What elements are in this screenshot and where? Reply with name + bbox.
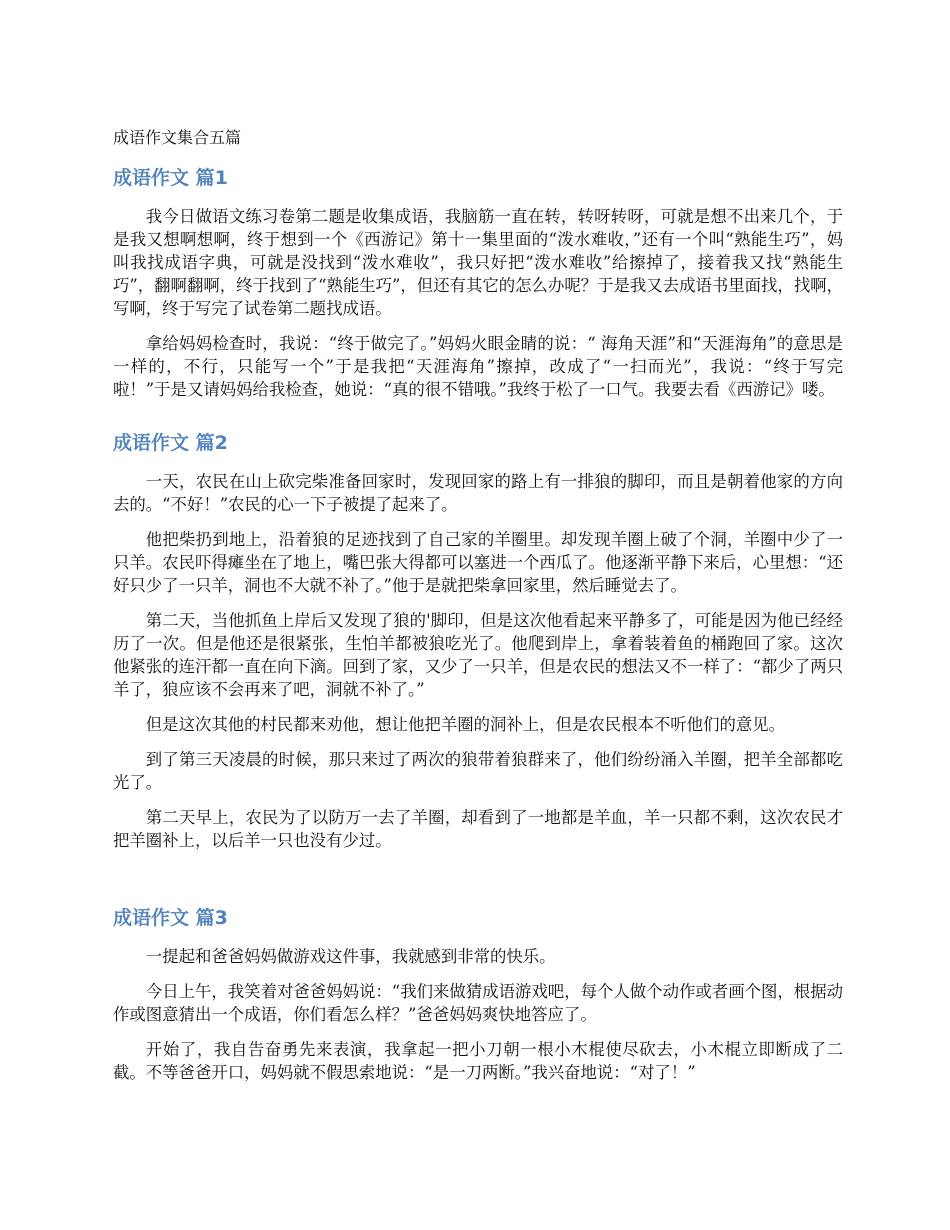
paragraph: 我今日做语文练习卷第二题是收集成语，我脑筋一直在转，转呀转呀，可就是想不出来几个，于是我又想啊想啊，终于想到一个《西游记》第十一集里面的“泼水难收，”还有一个叫“熟能生巧”，妈叫我找成语字典，可就是没找到“泼水难收”，我只好把“泼水难收”给擦掉了，接着我又找“熟能生巧”，翻啊翻啊，终于找到了“熟能生巧”，但还有其它的怎么办呢？于是我又去成语书里面找，找啊，写啊，终于写完了试卷第二题找成语。 xyxy=(113,207,843,318)
essay-section-1 xyxy=(113,165,843,401)
paragraph: 他把柴扔到地上，沿着狼的足迹找到了自己家的羊圈里。却发现羊圈上破了个洞，羊圈中少了一只羊。农民吓得瘫坐在了地上，嘴巴张大得都可以塞进一个西瓜了。他逐渐平静下来后，心里想：“还好只少了一只羊，洞也不大就不补了。”他于是就把柴拿回家里，然后睡觉去了。 xyxy=(113,530,843,595)
paragraph: 第二天，当他抓鱼上岸后又发现了狼的'脚印，但是这次他看起来平静多了，可能是因为他已经经历了一次。但是他还是很紧张，生怕羊都被狼吃光了。他爬到岸上，拿着装着鱼的桶跑回了家。这次他紧张的连汗都一直在向下滴。回到了家，又少了一只羊，但是农民的想法又不一样了：“都少了两只羊了，狼应该不会再来了吧，洞就不补了。” xyxy=(113,611,843,699)
section-heading: 成语作文 篇2 xyxy=(113,432,228,454)
paragraph: 一提起和爸爸妈妈做游戏这件事，我就感到非常的快乐。 xyxy=(145,947,556,966)
essay-section-2 xyxy=(113,430,843,852)
paragraph: 一天，农民在山上砍完柴准备回家时，发现回家的路上有一排狼的脚印，而且是朝着他家的方向去的。“不好！”农民的心一下子被提了起来了。 xyxy=(113,472,843,514)
section-heading: 成语作文 篇1 xyxy=(113,167,228,189)
paragraph: 今日上午，我笑着对爸爸妈妈说：“我们来做猜成语游戏吧，每个人做个动作或者画个图，根据动作或图意猜出一个成语，你们看怎么样？”爸爸妈妈爽快地答应了。 xyxy=(113,982,843,1024)
section-heading: 成语作文 篇3 xyxy=(113,907,228,929)
essay-section-3 xyxy=(113,905,843,1084)
paragraph: 第二天早上，农民为了以防万一去了羊圈，却看到了一地都是羊血，羊一只都不剩，这次农民才把羊圈补上，以后羊一只也没有少过。 xyxy=(113,808,843,850)
paragraph: 但是这次其他的村民都来劝他，想让他把羊圈的洞补上，但是农民根本不听他们的意见。 xyxy=(145,715,786,734)
document-title: 成语作文集合五篇 xyxy=(113,128,242,147)
paragraph: 开始了，我自告奋勇先来表演，我拿起一把小刀朝一根小木棍使尽砍去，小木棍立即断成了二截。不等爸爸开口，妈妈就不假思索地说：“是一刀两断。”我兴奋地说：“对了！” xyxy=(113,1040,843,1082)
paragraph: 到了第三天凌晨的时候，那只来过了两次的狼带着狼群来了，他们纷纷涌入羊圈，把羊全部都吃光了。 xyxy=(113,750,843,792)
paragraph: 拿给妈妈检查时，我说：“终于做完了。”妈妈火眼金睛的说：“ 海角天涯”和“天涯海角”的意思是一样的，不行，只能写一个”于是我把“天涯海角”擦掉，改成了“一扫而光”，我说：“终于写完啦！”于是又请妈妈给我检查，她说：“真的很不错哦。”我终于松了一口气。我要去看《西游记》喽。 xyxy=(113,334,843,399)
